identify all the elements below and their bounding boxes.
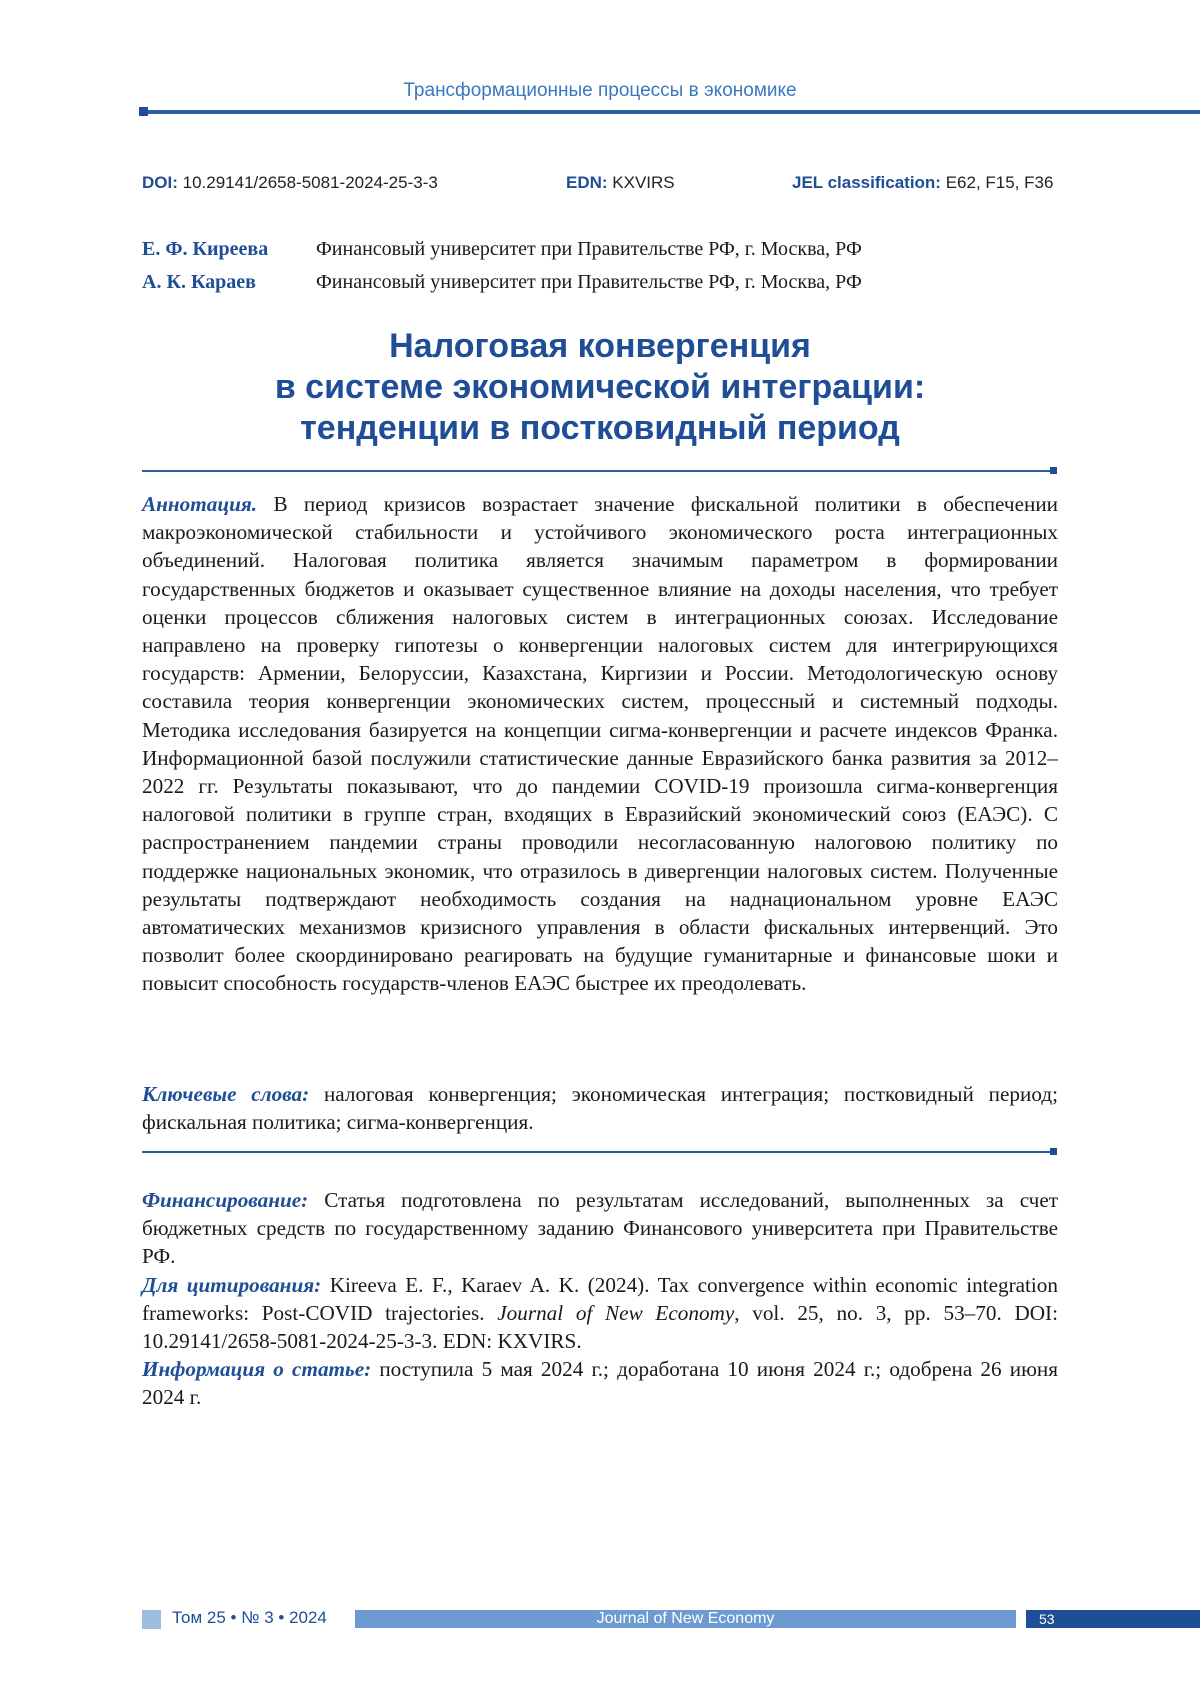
funding-label: Финансирование: (142, 1188, 308, 1212)
author-row (142, 271, 862, 294)
author-name: А. К. Караев (142, 271, 316, 294)
doi-value: 10.29141/2658-5081-2024-25-3-3 (178, 173, 438, 192)
article-info-label: Информация о статье: (142, 1357, 371, 1381)
header-rule (142, 110, 1200, 114)
keywords-label: Ключевые слова: (142, 1082, 309, 1106)
citation (142, 1271, 1058, 1356)
article-title (142, 326, 1058, 449)
citation-text-end: , vol. 25, no. 3, pp. 53–70. DOI: 10.29141/2658-5081-2024-25-3-3. EDN: KXVIRS. (142, 1301, 1058, 1353)
footer-square (142, 1610, 161, 1629)
rule-marker (1050, 467, 1057, 474)
edn (566, 173, 675, 193)
header-rule-marker (139, 107, 148, 116)
edn-value: KXVIRS (608, 173, 675, 192)
abstract-top-rule (142, 470, 1052, 472)
rule-marker (1050, 1148, 1057, 1155)
footer-journal-name: Journal of New Economy (355, 1610, 1016, 1628)
article-info-text: поступила 5 мая 2024 г.; доработана 10 июня 2024 г.; одобрена 26 июня 2024 г. (142, 1357, 1058, 1409)
title-line: в системе экономической интеграции: (142, 367, 1058, 408)
footer-issue: Том 25 • № 3 • 2024 (172, 1608, 327, 1628)
citation-journal: Journal of New Economy (497, 1301, 734, 1325)
abstract-text: В период кризисов возрастает значение фискальной политики в обеспечении макроэкономической стабильности и устойчивого экономического роста интеграционных объединений. Налоговая политика является значимым параметром в формировании государственных бюджетов и оказывает существенное влияние на доходы населения, что требует оценки процессов сближения налоговых систем в интеграционных союзах. Исследование направлено на проверку гипотезы о конвергенции налоговых систем для интегрирующихся государств: Армении, Белоруссии, Казахстана, Киргизии и России. Методологическую основу составила теория конвергенции экономических систем, процессный и системный подходы. Методика исследования базируется на концепции сигма-конвергенции и расчете индексов Франка. Информационной базой послужили статистические данные Евразийского банка развития за 2012–2022 гг. Результаты показывают, что до пандемии COVID-19 произошла сигма-конвергенция налоговой политики в группе стран, входящих в Евразийский экономический союз (ЕАЭС). С распространением пандемии страны проводили несогласованную налоговою политику по поддержке национальных экономик, что отразилось в дивергенции налоговых систем. Полученные результаты подтверждают необходимость создания на наднациональном уровне ЕАЭС автоматических механизмов кризисного управления в области фискальных интервенций. Это позволит более скоординировано реагировать на будущие гуманитарные и финансовые шоки и повысит способность государств-членов ЕАЭС быстрее их преодолевать. (142, 492, 1058, 995)
jel-classification (792, 173, 1053, 193)
abstract-label: Аннотация. (142, 492, 257, 516)
author-affiliation: Финансовый университет при Правительстве РФ, г. Москва, РФ (316, 271, 862, 294)
author-row (142, 238, 862, 261)
running-header: Трансформационные процессы в экономике (0, 80, 1200, 102)
footer-page-number (1026, 1610, 1200, 1628)
keywords-text: налоговая конвергенция; экономическая интеграция; постковидный период; фискальная политика; сигма-конвергенция. (142, 1082, 1058, 1134)
abstract (142, 490, 1058, 998)
keywords-bottom-rule (142, 1151, 1052, 1153)
citation-label: Для цитирования: (142, 1273, 321, 1297)
jel-value: E62, F15, F36 (941, 173, 1053, 192)
page-number: 53 (1039, 1611, 1055, 1627)
article-dates (142, 1355, 1058, 1411)
author-name: Е. Ф. Киреева (142, 238, 316, 261)
title-line: тенденции в постковидный период (142, 408, 1058, 449)
article-info-block (142, 1186, 1058, 1412)
funding-text: Статья подготовлена по результатам исследований, выполненных за счет бюджетных средств по государственному заданию Финансового университета при Правительстве РФ. (142, 1188, 1058, 1268)
doi (142, 173, 438, 193)
title-line: Налоговая конвергенция (142, 326, 1058, 367)
jel-label: JEL classification: (792, 173, 941, 192)
citation-text: Kireeva E. F., Karaev A. K. (2024). Tax convergence within economic integration frameworks: Post-COVID trajectories. (142, 1273, 1058, 1325)
edn-label: EDN: (566, 173, 608, 192)
keywords (142, 1080, 1058, 1136)
doi-label: DOI: (142, 173, 178, 192)
author-affiliation: Финансовый университет при Правительстве РФ, г. Москва, РФ (316, 238, 862, 261)
funding (142, 1186, 1058, 1271)
